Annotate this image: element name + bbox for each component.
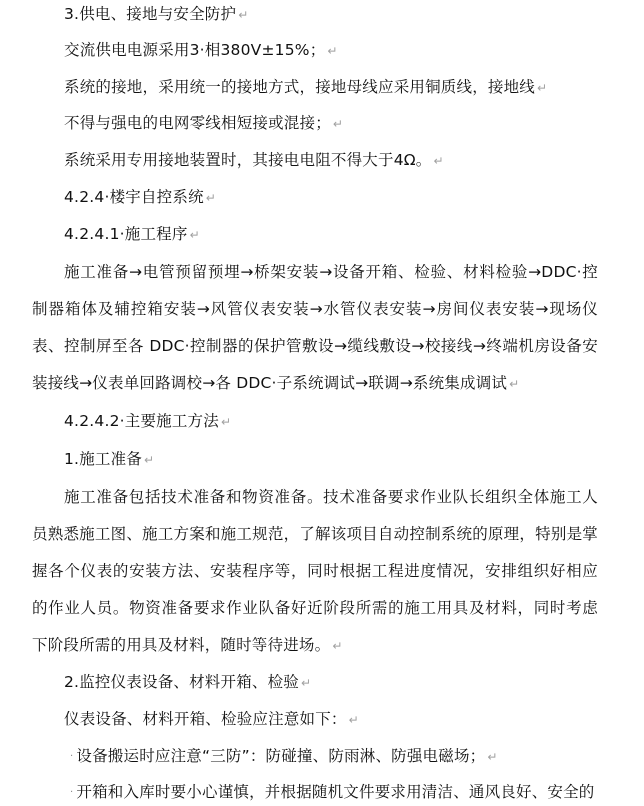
paragraph-mark-icon: ↵ bbox=[220, 415, 232, 429]
paragraph-mark-icon: ↵ bbox=[205, 191, 217, 205]
bullet-icon: · bbox=[70, 750, 74, 762]
section-heading-bas bbox=[64, 187, 634, 208]
procedure-paragraph-line: 制器箱体及辅控箱安装→风管仪表安装→水管仪表安装→房间仪表安装→现场仪 bbox=[32, 300, 598, 318]
section-heading-procedure bbox=[64, 224, 634, 245]
preparation-paragraph-line: 员熟悉施工图、施工方案和施工规范，了解该项目自动控制系统的原理，特别是掌 bbox=[32, 525, 598, 543]
paragraph-line bbox=[64, 77, 634, 98]
paragraph-mark-icon: ↵ bbox=[509, 377, 520, 391]
procedure-paragraph-line: 施工准备→电管预留预埋→桥架安装→设备开箱、检验、材料检验→DDC·控 bbox=[64, 263, 598, 281]
line-text: 仪表设备、材料开箱、检验应注意如下： bbox=[64, 710, 347, 728]
paragraph-mark-icon: ↵ bbox=[238, 8, 249, 22]
line-text: 4.2.4·楼宇自控系统 bbox=[64, 188, 204, 206]
bullet-item bbox=[70, 782, 602, 803]
paragraph-mark-icon: ↵ bbox=[537, 81, 548, 95]
paragraph-line bbox=[64, 40, 634, 61]
paragraph-line bbox=[64, 709, 634, 730]
paragraph-mark-icon: ↵ bbox=[144, 453, 155, 467]
procedure-paragraph-line bbox=[32, 373, 602, 394]
line-text: 1.施工准备 bbox=[64, 450, 142, 468]
subheading-inspection bbox=[64, 672, 634, 693]
line-text: 4.2.4.1·施工程序 bbox=[64, 225, 188, 243]
preparation-paragraph-line: 的作业人员。物资准备要求作业队备好近阶段所需的施工用具及材料，同时考虑 bbox=[32, 599, 598, 617]
paragraph-mark-icon: ↵ bbox=[332, 639, 343, 653]
line-text: 开箱和入库时要小心谨慎，并根据随机文件要求用清洁、通风良好、安全的 bbox=[76, 783, 595, 801]
section-heading-methods bbox=[64, 411, 634, 432]
paragraph-mark-icon: ↵ bbox=[433, 154, 444, 168]
preparation-paragraph-line bbox=[32, 635, 602, 656]
bullet-icon: · bbox=[70, 786, 74, 798]
line-text: 交流供电电源采用3·相380V±15%； bbox=[64, 41, 326, 59]
subheading-preparation bbox=[64, 449, 634, 470]
paragraph-mark-icon: ↵ bbox=[301, 676, 312, 690]
paragraph-mark-icon: ↵ bbox=[327, 44, 338, 58]
line-text: 4.2.4.2·主要施工方法 bbox=[64, 412, 219, 430]
line-text: 3.供电、接地与安全防护 bbox=[64, 5, 237, 23]
line-text: 2.监控仪表设备、材料开箱、检验 bbox=[64, 673, 299, 691]
preparation-paragraph-line: 握各个仪表的安装方法、安装程序等，同时根据工程进度情况，安排组织好相应 bbox=[32, 562, 598, 580]
line-text: 系统采用专用接地装置时，其接电电阻不得大于4Ω。 bbox=[64, 151, 432, 169]
line-text: 设备搬运时应注意“三防”：防碰撞、防雨淋、防强电磁场； bbox=[76, 747, 486, 765]
procedure-paragraph-line: 表、控制屏至各 DDC·控制器的保护管敷设→缆线敷设→校接线→终端机房设备安 bbox=[32, 337, 598, 355]
line-text: 下阶段所需的用具及材料，随时等待进场。 bbox=[32, 636, 331, 654]
paragraph-mark-icon: ↵ bbox=[189, 228, 200, 242]
section-heading-power-grounding bbox=[64, 4, 634, 25]
paragraph-mark-icon: ↵ bbox=[332, 117, 344, 131]
paragraph-line bbox=[64, 113, 634, 134]
line-text: 系统的接地，采用统一的接地方式，接地母线应采用铜质线，接地线 bbox=[64, 78, 536, 96]
paragraph-line bbox=[64, 150, 634, 171]
paragraph-mark-icon: ↵ bbox=[487, 750, 498, 764]
bullet-item bbox=[70, 746, 640, 767]
paragraph-mark-icon: ↵ bbox=[348, 713, 359, 727]
preparation-paragraph-line: 施工准备包括技术准备和物资准备。技术准备要求作业队长组织全体施工人 bbox=[64, 488, 598, 506]
line-text: 装接线→仪表单回路调校→各 DDC·子系统调试→联调→系统集成调试 bbox=[32, 374, 508, 392]
line-text: 不得与强电的电网零线相短接或混接； bbox=[64, 114, 331, 132]
